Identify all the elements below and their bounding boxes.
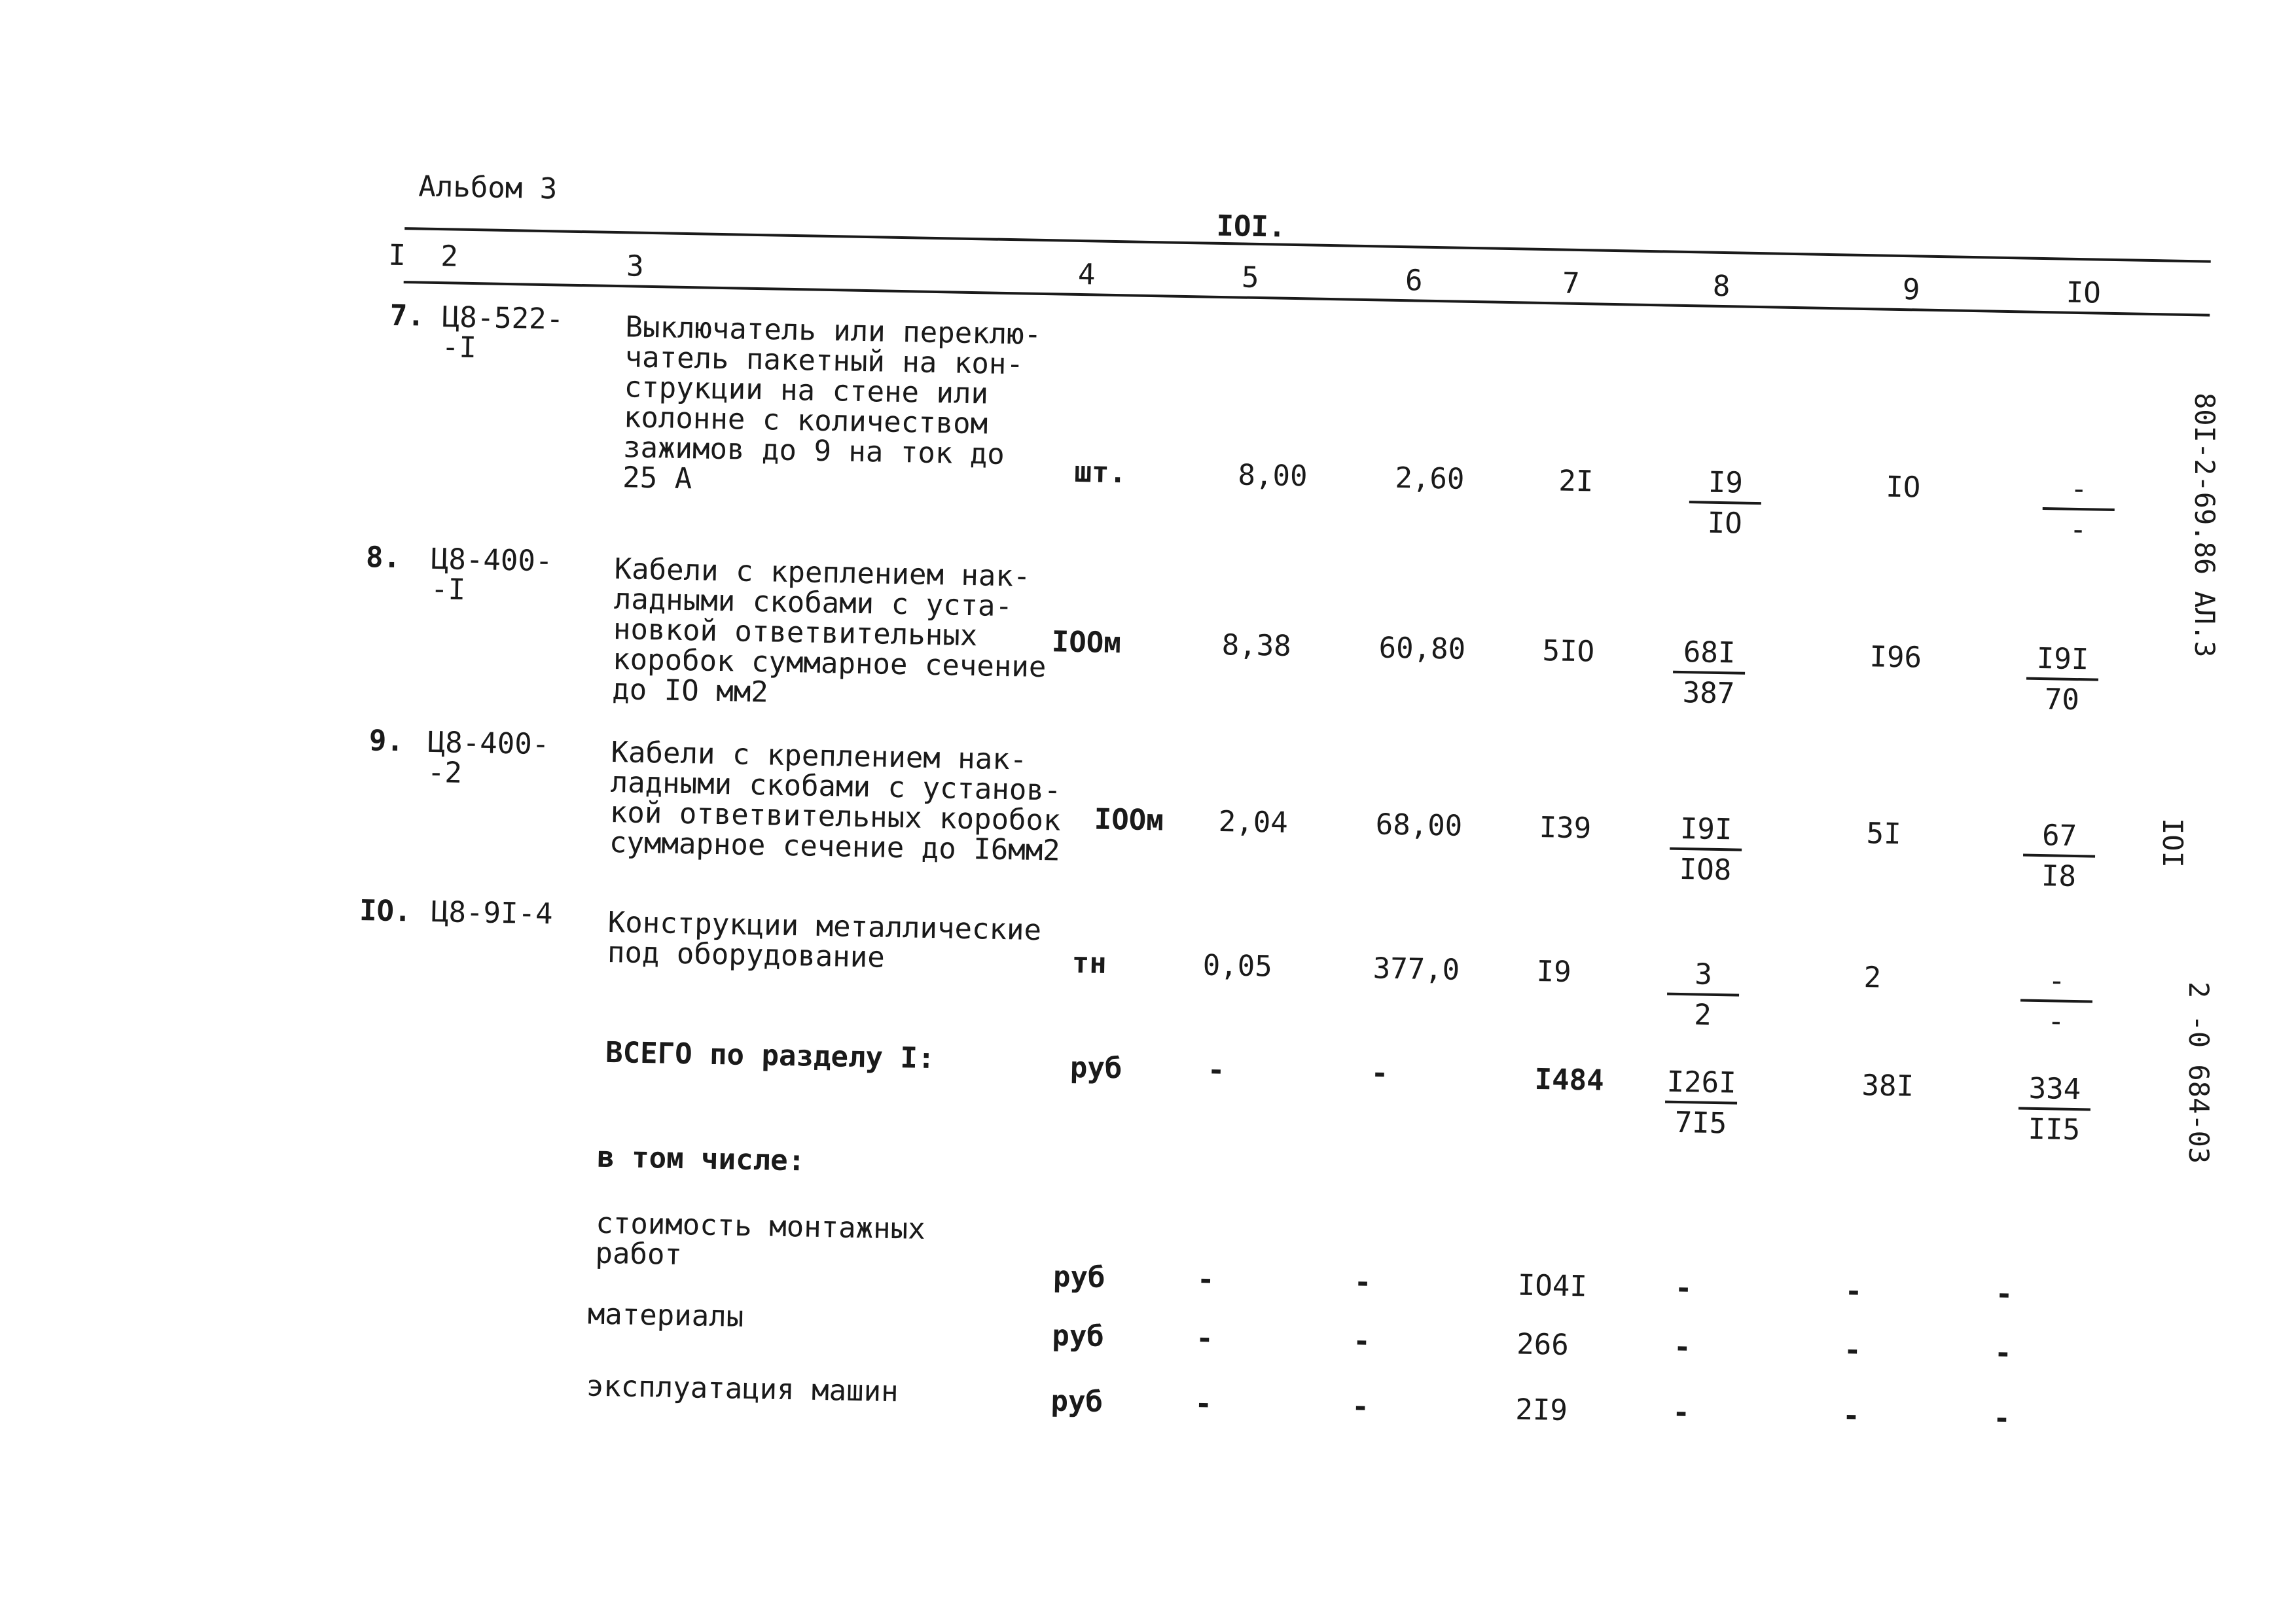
fraction-denominator: 387 <box>1682 675 1735 711</box>
row-unit: шт. <box>1074 455 1127 490</box>
row-col7: 5IO <box>1542 634 1595 669</box>
row-col7: I9 <box>1536 954 1572 989</box>
fraction-numerator: 67 <box>2023 821 2096 858</box>
row-col6: 2,60 <box>1394 461 1465 496</box>
total-col10-fraction <box>2011 1071 2098 1147</box>
subtotal-col8: - <box>1673 1330 1692 1364</box>
subtotal-label: эксплуатация машин <box>586 1369 899 1409</box>
header-rule-top <box>404 227 2211 263</box>
row-unit: IOOм <box>1051 625 1122 660</box>
row-col6: 68,00 <box>1375 808 1463 843</box>
subtotal-label: стоимость монтажных работ <box>595 1206 926 1272</box>
row-col7: 2I <box>1558 464 1594 499</box>
fraction-numerator: - <box>2020 967 2093 1003</box>
subtotal-col10: - <box>1992 1401 2011 1436</box>
row-col5: 8,00 <box>1238 458 1308 493</box>
fraction-denominator: 70 <box>2044 683 2080 717</box>
column-number-3: 3 <box>626 249 645 283</box>
subtotal-col7: 266 <box>1516 1327 1570 1362</box>
row-col10-fraction <box>2013 966 2100 1037</box>
row-col5: 8,38 <box>1221 628 1292 664</box>
subtotal-unit: руб <box>1050 1384 1103 1419</box>
fraction-denominator: - <box>2069 512 2087 547</box>
estimate-table <box>342 164 2215 1539</box>
fraction-denominator: 7I5 <box>1674 1105 1727 1141</box>
row-col9: I96 <box>1869 640 1922 675</box>
total-col7: I484 <box>1534 1062 1605 1097</box>
row-col9: 5I <box>1866 817 1902 851</box>
total-unit: руб <box>1069 1050 1122 1086</box>
subtotal-col8: - <box>1674 1271 1693 1306</box>
fraction-numerator: I26I <box>1665 1068 1738 1105</box>
column-number-6: 6 <box>1405 264 1423 298</box>
row-col7: I39 <box>1539 811 1592 846</box>
row-col5: 2,04 <box>1218 805 1289 840</box>
row-description: Конструкции металлические под оборудование <box>607 905 1042 974</box>
fraction-numerator: 68I <box>1673 638 1746 675</box>
fraction-numerator: - <box>2043 474 2115 511</box>
row-description: Выключатель или переклю- чатель пакетный на кон- струкции на стене или колонне с количеством зажимов до 9 на ток до 25 А <box>622 310 1042 496</box>
subtotal-col6: - <box>1352 1324 1371 1359</box>
column-number-7: 7 <box>1562 266 1580 300</box>
row-code: Ц8-400- -I <box>430 542 553 607</box>
column-number-2: 2 <box>440 240 459 274</box>
row-number: 9. <box>368 724 404 758</box>
side-stamp-page: IOI <box>2157 818 2189 868</box>
fraction-numerator: I9I <box>1670 815 1742 851</box>
fraction-numerator: 334 <box>2018 1075 2091 1111</box>
album-label: Альбом 3 <box>418 169 558 206</box>
row-description: Кабели с креплением нак- ладными скобами с уста- новкой ответвительных коробок суммарное сечение до IO мм2 <box>611 552 1047 709</box>
row-col6: 60,80 <box>1378 631 1466 666</box>
fraction-numerator: 3 <box>1667 960 1740 997</box>
row-col8-fraction <box>1666 635 1752 711</box>
fraction-denominator: I8 <box>2041 859 2077 894</box>
subtotal-unit: руб <box>1051 1319 1105 1353</box>
subtotal-col9: - <box>1842 1399 1861 1433</box>
side-stamp-document-code: 80I-2-69.86 АЛ.3 <box>2189 393 2221 658</box>
total-label: ВСЕГО по разделу I: <box>605 1035 935 1076</box>
subtotal-label: материалы <box>587 1297 744 1334</box>
subtotal-col10: - <box>1994 1336 2013 1370</box>
column-number-8: 8 <box>1712 269 1731 304</box>
subtotal-col9: - <box>1844 1274 1863 1309</box>
row-col8-fraction <box>1660 959 1746 1030</box>
column-number-1: I <box>387 238 406 273</box>
row-code: Ц8-522- -I <box>441 300 564 365</box>
subtotal-col8: - <box>1672 1395 1691 1430</box>
row-col10-fraction <box>2016 819 2102 894</box>
fraction-numerator: I9 <box>1689 468 1762 505</box>
fraction-numerator: I9I <box>2026 645 2099 681</box>
row-col10-fraction <box>2036 474 2122 545</box>
subtotal-col5: - <box>1194 1387 1213 1421</box>
row-unit: тн <box>1071 946 1107 980</box>
subtotal-col10: - <box>1995 1277 2013 1311</box>
row-col10-fraction <box>2019 641 2106 717</box>
total-col5: - <box>1207 1053 1225 1088</box>
subtotal-unit: руб <box>1052 1260 1105 1294</box>
fraction-denominator: - <box>2047 1005 2066 1039</box>
row-number: 7. <box>389 298 425 333</box>
subtotal-col5: - <box>1195 1321 1214 1356</box>
row-col8-fraction <box>1662 814 1749 885</box>
column-number-5: 5 <box>1241 260 1259 295</box>
subtotal-col9: - <box>1843 1333 1862 1368</box>
total-col9: 38I <box>1861 1069 1914 1103</box>
total-col6: - <box>1371 1056 1389 1090</box>
subtotal-col7: 2I9 <box>1515 1393 1568 1427</box>
row-number: 8. <box>365 541 401 575</box>
fraction-denominator: II5 <box>2028 1112 2081 1147</box>
row-code: Ц8-9I-4 <box>431 895 553 931</box>
fraction-denominator: 2 <box>1693 998 1712 1032</box>
row-col8-fraction <box>1682 465 1768 541</box>
row-col6: 377,0 <box>1372 952 1460 987</box>
row-col9: 2 <box>1863 961 1882 995</box>
row-number: IO. <box>359 893 412 929</box>
subtotal-col5: - <box>1196 1262 1215 1297</box>
column-number-9: 9 <box>1902 273 1920 307</box>
subtotal-col6: - <box>1351 1389 1370 1424</box>
page-number: IOI. <box>1216 209 1286 244</box>
total-col8-fraction <box>1658 1065 1744 1141</box>
row-code: Ц8-400- -2 <box>427 725 550 790</box>
fraction-denominator: IO8 <box>1679 852 1732 887</box>
row-col5: 0,05 <box>1202 948 1273 984</box>
subtotal-col7: IO4I <box>1517 1268 1588 1304</box>
side-stamp-sheet-code: 2 -0 684-03 <box>2183 982 2215 1164</box>
subtotal-col6: - <box>1354 1265 1372 1300</box>
row-unit: IOOм <box>1094 802 1164 838</box>
column-number-10: IO <box>2066 276 2102 310</box>
fraction-denominator: IO <box>1707 506 1743 541</box>
including-label: в том числе: <box>596 1140 806 1178</box>
column-number-4: 4 <box>1077 257 1096 292</box>
row-description: Кабели с креплением нак- ладными скобами с установ- кой ответвительных коробок суммарное сечение до I6мм2 <box>609 736 1062 868</box>
row-col9: IO <box>1885 470 1921 505</box>
